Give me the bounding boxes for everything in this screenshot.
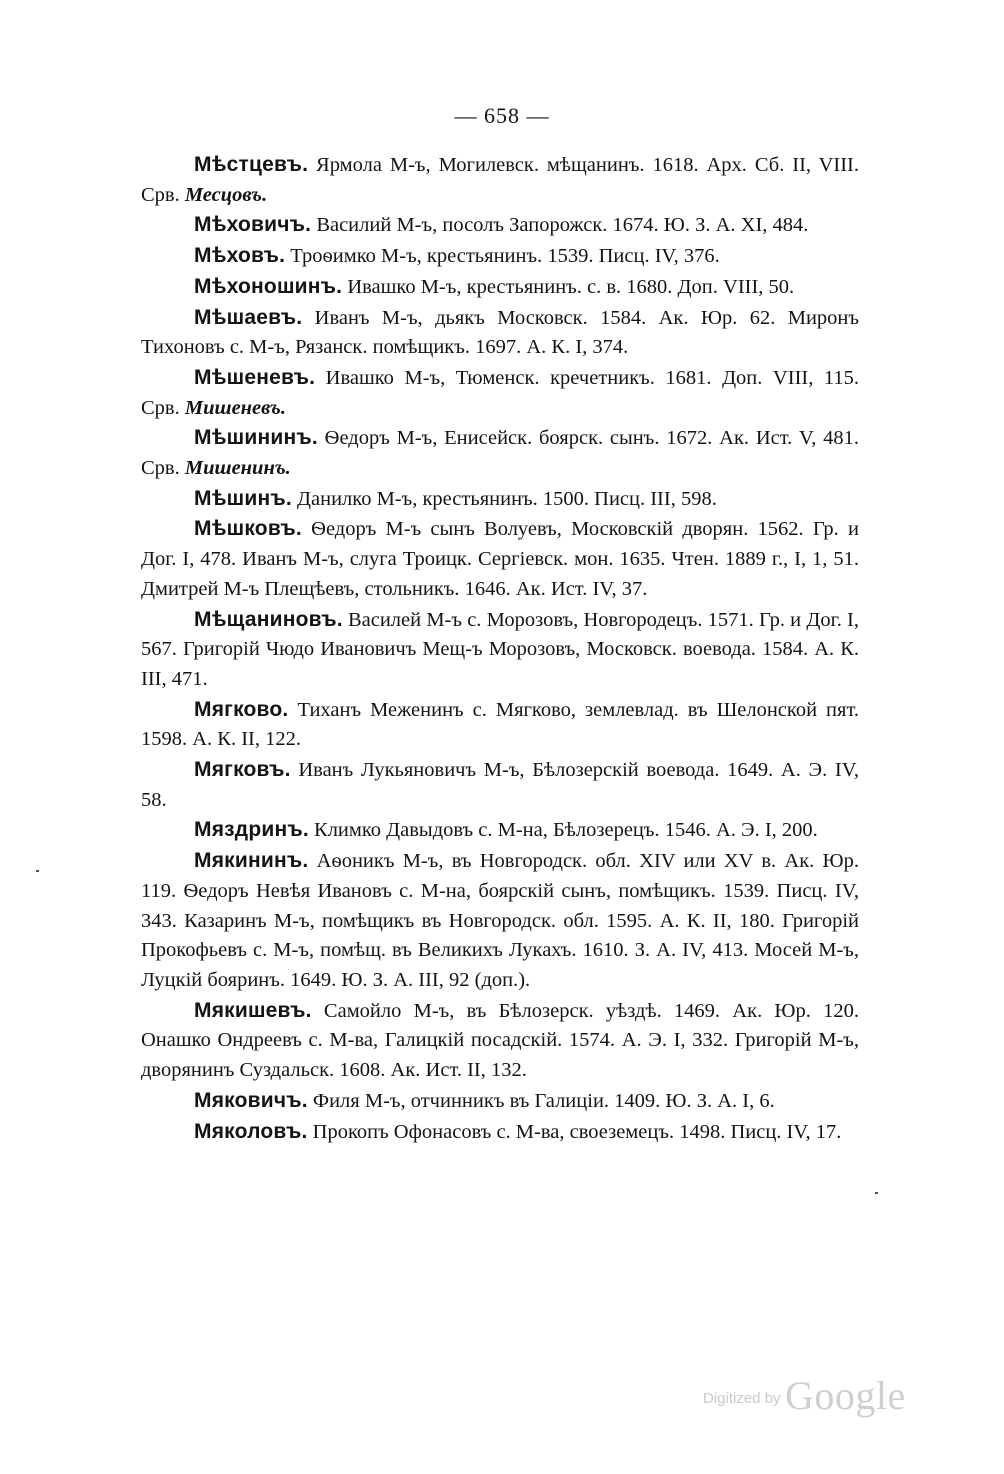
dictionary-text bbox=[141, 150, 859, 1147]
entry-text: Ярмола М-ъ, Могилевск. мѣщанинъ. 1618. Арх. Сб. II, VIII. Срв. bbox=[141, 154, 859, 206]
dictionary-entry bbox=[141, 846, 859, 996]
google-logo: Google bbox=[785, 1373, 906, 1418]
entry-headword: Мяколовъ. bbox=[194, 1119, 308, 1143]
entry-text: Климко Давыдовъ с. М-на, Бѣлозерецъ. 1546. А. Э. I, 200. bbox=[308, 819, 818, 842]
entry-headword: Мѣхоношинъ. bbox=[194, 274, 343, 298]
entry-headword: Мѣховъ. bbox=[194, 244, 286, 268]
entry-cross-reference: Месцовъ. bbox=[184, 183, 268, 206]
dictionary-entry bbox=[141, 484, 859, 515]
entry-headword: Мѣщаниновъ. bbox=[194, 607, 343, 631]
entry-cross-reference: Мишенинъ. bbox=[184, 457, 291, 480]
entry-text: Данилко М-ъ, крестьянинъ. 1500. Писц. III, 598. bbox=[291, 487, 717, 510]
entry-headword: Мѣшеневъ. bbox=[194, 365, 316, 389]
entry-headword: Мѣшининъ. bbox=[194, 426, 318, 450]
entry-text: Ивашко М-ъ, крестьянинъ. с. в. 1680. Доп. VIII, 50. bbox=[342, 275, 795, 298]
entry-text: Иванъ М-ъ, дьякъ Московск. 1584. Ак. Юр. 62. Миронъ Тихоновъ с. М-ъ, Рязанск. помѣщикъ. 1697. А. К. I, 374. bbox=[141, 306, 859, 359]
entry-text: Самойло М-ъ, въ Бѣлозерск. уѣздѣ. 1469. Ак. Юр. 120. Онашко Ондреевъ с. М-ва, Галицкій посадскій. 1574. А. Э. I, 332. Григорій М-ъ, дворянинъ Суздальск. 1608. Ак. Ист. II, 132. bbox=[141, 999, 859, 1082]
dictionary-entry bbox=[141, 695, 859, 755]
entry-text: Прокопъ Офонасовъ с. М-ва, своеземецъ. 1498. Писц. IV, 17. bbox=[307, 1120, 842, 1143]
entry-text: Троѳимко М-ъ, крестьянинъ. 1539. Писц. IV, 376. bbox=[285, 245, 720, 268]
entry-headword: Мѣховичъ. bbox=[194, 213, 312, 237]
entry-text: Филя М-ъ, отчинникъ въ Галиціи. 1409. Ю. З. А. I, 6. bbox=[307, 1089, 775, 1112]
dictionary-entry bbox=[141, 996, 859, 1086]
entry-headword: Мягковъ. bbox=[194, 758, 291, 782]
entry-headword: Мяковичъ. bbox=[194, 1088, 308, 1112]
digitized-by-google-watermark bbox=[703, 1372, 906, 1419]
page-number: — 658 — bbox=[454, 103, 550, 128]
dictionary-entry bbox=[141, 303, 859, 363]
scan-speck bbox=[875, 1192, 878, 1194]
dictionary-entry bbox=[141, 1086, 859, 1117]
dictionary-entry bbox=[141, 423, 859, 483]
entry-text: Ивашко М-ъ, Тюменск. кречетникъ. 1681. Доп. VIII, 115. Срв. bbox=[141, 366, 859, 419]
entry-text: Аѳоникъ М-ъ, въ Новгородск. обл. XIV или XV в. Ак. Юр. 119. Ѳедоръ Невѣя Ивановъ с. М-на, боярскій сынъ, помѣщикъ. 1539. Писц. IV, 343. Казаринъ М-ъ, помѣщикъ въ Новгородск. обл. 1595. А. К. II, 180. Григорій Прокофьевъ с. М-ъ, помѣщ. въ Великихъ Лукахъ. 1610. З. А. IV, 413. Мосей М-ъ, Луцкій бояринъ. 1649. Ю. З. А. III, 92 (доп.). bbox=[141, 850, 859, 991]
entry-headword: Мѣстцевъ. bbox=[194, 153, 309, 176]
entry-headword: Мѣшинъ. bbox=[194, 486, 292, 510]
dictionary-entry bbox=[141, 363, 859, 423]
dictionary-entry bbox=[141, 272, 859, 303]
entry-text: Иванъ Лукьяновичъ М-ъ, Бѣлозерскій воевода. 1649. А. Э. IV, 58. bbox=[141, 759, 859, 811]
entry-headword: Мяздринъ. bbox=[194, 818, 309, 842]
entry-headword: Мякининъ. bbox=[194, 849, 309, 873]
entry-text: Василий М-ъ, посолъ Запорожск. 1674. Ю. З. А. XI, 484. bbox=[311, 214, 809, 237]
dictionary-entry bbox=[141, 241, 859, 272]
watermark-prefix: Digitized by bbox=[703, 1390, 781, 1407]
entry-headword: Мягково. bbox=[194, 697, 289, 721]
dictionary-entry bbox=[141, 815, 859, 846]
dictionary-entry bbox=[141, 755, 859, 815]
scan-speck bbox=[36, 870, 39, 872]
dictionary-entry bbox=[141, 514, 859, 604]
dictionary-entry bbox=[141, 150, 859, 210]
dictionary-entry bbox=[141, 1117, 859, 1148]
entry-cross-reference: Мишеневъ. bbox=[184, 396, 286, 419]
entry-headword: Мѣшаевъ. bbox=[194, 305, 303, 329]
dictionary-entry bbox=[141, 210, 859, 241]
entry-headword: Мякишевъ. bbox=[194, 998, 312, 1022]
entry-text: Ѳедоръ М-ъ, Енисейск. боярск. сынъ. 1672. Ак. Ист. V, 481. Срв. bbox=[141, 427, 859, 480]
entry-text: Василей М-ъ с. Морозовъ, Новгородецъ. 1571. Гр. и Дог. I, 567. Григорій Чюдо Ивановичъ Мещ-ъ Морозовъ, Московск. воевода. 1584. А. К. III, 471. bbox=[141, 608, 859, 690]
dictionary-entry bbox=[141, 605, 859, 695]
entry-headword: Мѣшковъ. bbox=[194, 517, 302, 541]
entry-text: Ѳедоръ М-ъ сынъ Волуевъ, Московскій дворян. 1562. Гр. и Дог. I, 478. Иванъ М-ъ, слуга Троицк. Сергіевск. мон. 1635. Чтен. 1889 г., I, 1, 51. Дмитрей М-ъ Плещѣевъ, стольникъ. 1646. Ак. Ист. IV, 37. bbox=[141, 518, 859, 600]
entry-text: Тиханъ Меженинъ с. Мягково, землевлад. въ Шелонской пят. 1598. А. К. II, 122. bbox=[141, 698, 859, 751]
